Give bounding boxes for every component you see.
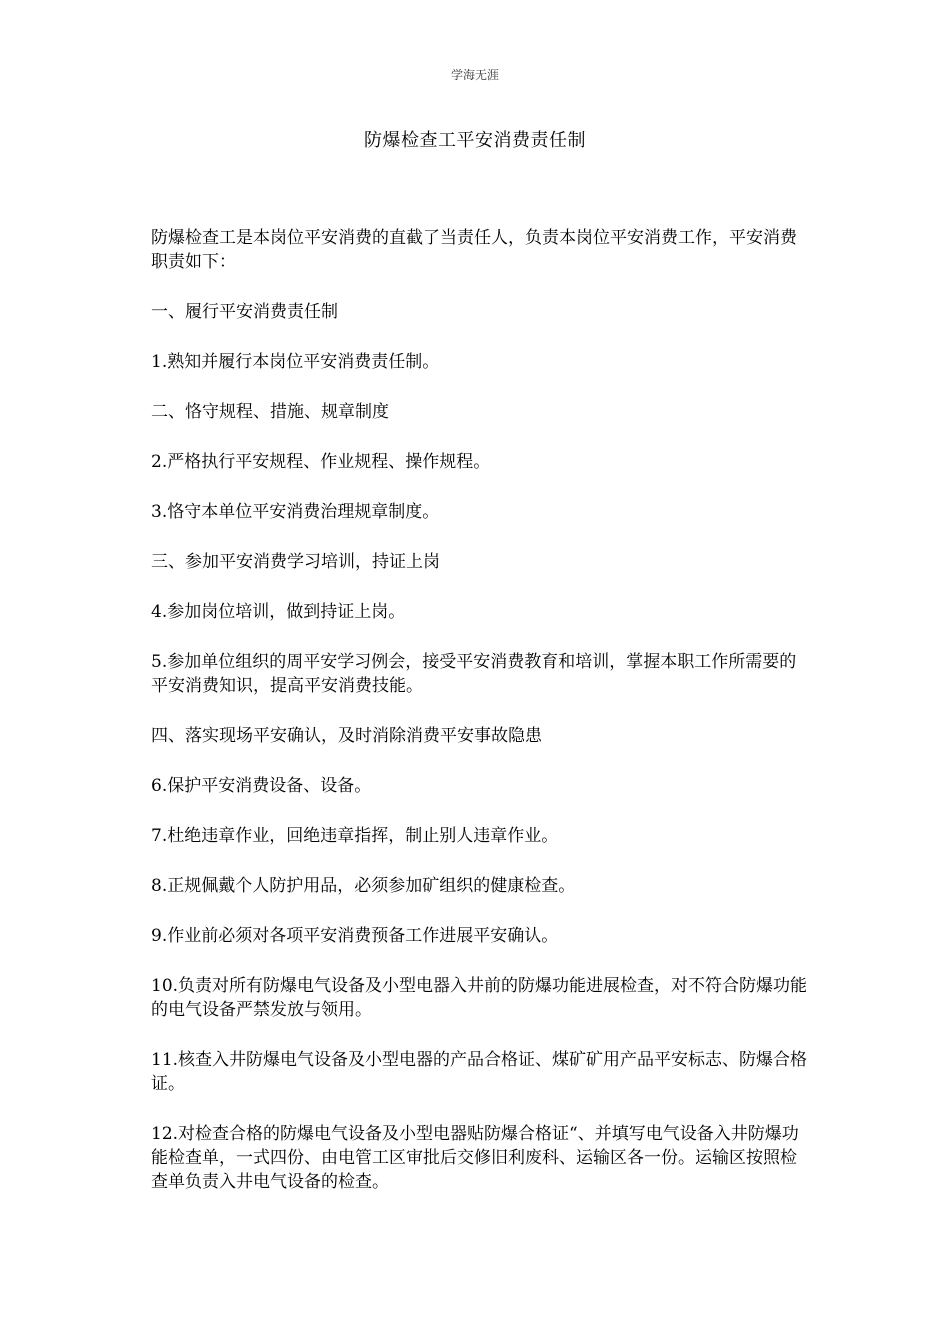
list-item-8: 8.正规佩戴个人防护用品，必须参加矿组织的健康检查。 — [151, 876, 576, 896]
intro-paragraph: 防爆检查工是本岗位平安消费的直截了当责任人，负责本岗位平安消费工作，平安消费职责如下： — [151, 228, 797, 272]
document-body — [151, 226, 811, 1220]
page-header: 学海无涯 — [450, 68, 499, 82]
document-title: 防爆检查工平安消费责任制 — [364, 130, 586, 151]
list-item-3: 3.恪守本单位平安消费治理规章制度。 — [151, 502, 440, 522]
list-item-5: 5.参加单位组织的周平安学习例会，接受平安消费教育和培训，掌握本职工作所需要的平安消费知识，提高平安消费技能。 — [151, 652, 797, 696]
section-heading-4: 四、落实现场平安确认，及时消除消费平安事故隐患 — [151, 726, 542, 746]
list-item-11: 11.核查入井防爆电气设备及小型电器的产品合格证、煤矿矿用产品平安标志、防爆合格证。 — [151, 1050, 808, 1094]
list-item-10: 10.负责对所有防爆电气设备及小型电器入井前的防爆功能进展检查，对不符合防爆功能的电气设备严禁发放与领用。 — [151, 976, 808, 1020]
list-item-7: 7.杜绝违章作业，回绝违章指挥，制止别人违章作业。 — [151, 826, 559, 846]
list-item-4: 4.参加岗位培训，做到持证上岗。 — [151, 602, 406, 622]
list-item-12: 12.对检查合格的防爆电气设备及小型电器贴防爆合格证“、并填写电气设备入井防爆功能检查单，一式四份、由电管工区审批后交修旧利废科、运输区各一份。运输区按照检查单负责入井电气设备的检查。 — [151, 1124, 799, 1192]
section-heading-2: 二、恪守规程、措施、规章制度 — [151, 402, 389, 422]
list-item-2: 2.严格执行平安规程、作业规程、操作规程。 — [151, 452, 491, 472]
list-item-9: 9.作业前必须对各项平安消费预备工作进展平安确认。 — [151, 926, 559, 946]
section-heading-3: 三、参加平安消费学习培训，持证上岗 — [151, 552, 440, 572]
section-heading-1: 一、履行平安消费责任制 — [151, 302, 338, 322]
list-item-1: 1.熟知并履行本岗位平安消费责任制。 — [151, 352, 440, 372]
list-item-6: 6.保护平安消费设备、设备。 — [151, 776, 372, 796]
